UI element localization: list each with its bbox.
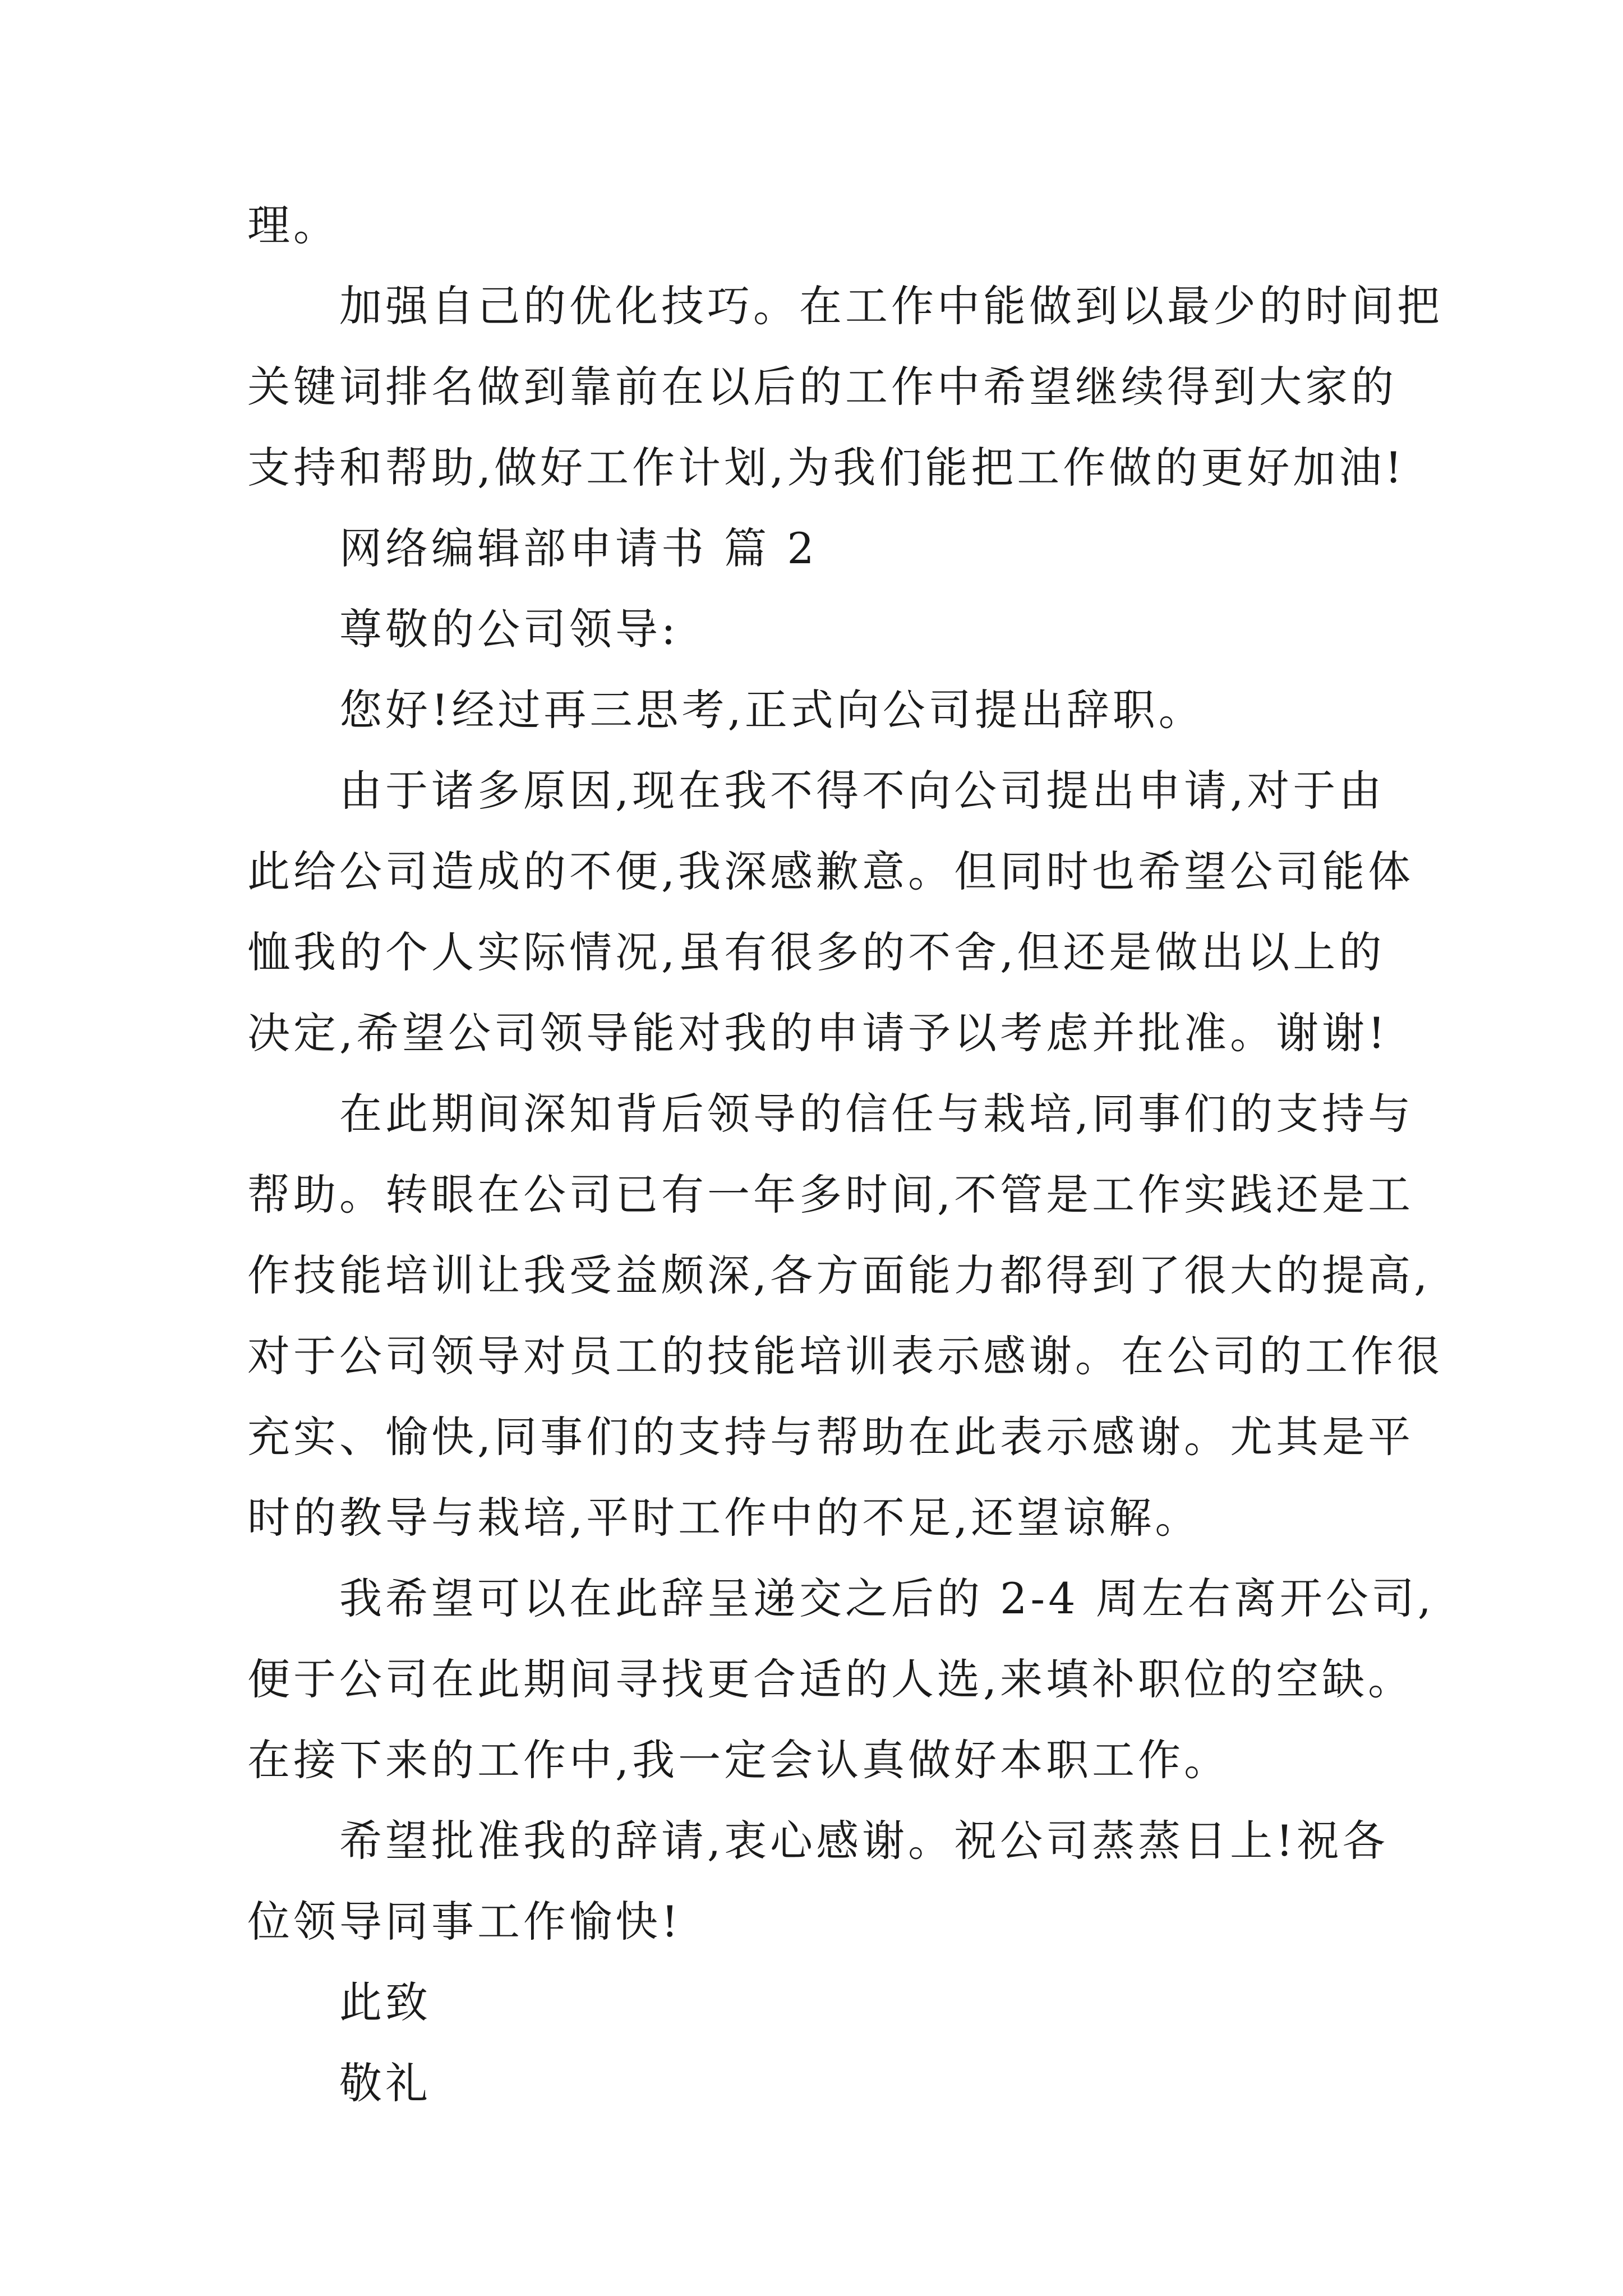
text-line: 您好!经过再三思考,正式向公司提出辞职。 (339, 685, 1205, 735)
text-line: 对于公司领导对员工的技能培训表示感谢。在公司的工作很 (247, 1331, 1443, 1381)
paragraph (247, 508, 1380, 589)
text-line: 决定,希望公司领导能对我的申请予以考虑并批准。谢谢! (247, 1008, 1389, 1058)
paragraph (247, 2043, 1380, 2124)
text-line: 网络编辑部申请书 篇 2 (339, 523, 818, 573)
text-line: 恤我的个人实际情况,虽有很多的不舍,但还是做出以上的 (247, 927, 1385, 977)
text-line: 时的教导与栽培,平时工作中的不足,还望谅解。 (247, 1493, 1201, 1543)
text-line: 帮助。转眼在公司已有一年多时间,不管是工作实践还是工 (247, 1170, 1414, 1220)
text-line: 在接下来的工作中,我一定会认真做好本职工作。 (247, 1735, 1230, 1785)
paragraph (247, 751, 1414, 1074)
text-line: 敬礼 (339, 2058, 431, 2108)
text-line: 我希望可以在此辞呈递交之后的 2-4 周左右离开公司, (339, 1573, 1435, 1623)
text-line: 便于公司在此期间寻找更合适的人选,来填补职位的空缺。 (247, 1654, 1414, 1704)
paragraph (247, 1801, 1389, 1962)
text-line: 在此期间深知背后领导的信任与栽培,同事们的支持与 (339, 1089, 1414, 1139)
paragraph (247, 1558, 1435, 1801)
paragraph (247, 266, 1443, 508)
paragraph (247, 1074, 1443, 1558)
text-line: 此给公司造成的不便,我深感歉意。但同时也希望公司能体 (247, 846, 1414, 896)
text-line: 位领导同事工作愉快! (247, 1897, 682, 1947)
text-line: 希望批准我的辞请,衷心感谢。祝公司蒸蒸日上!祝各 (339, 1816, 1389, 1866)
text-line: 由于诸多原因,现在我不得不向公司提出申请,对于由 (339, 766, 1385, 816)
document-body (247, 185, 1443, 2124)
text-line: 理。 (247, 200, 339, 250)
paragraph (247, 589, 1380, 670)
paragraph (247, 670, 1380, 751)
text-line: 充实、愉快,同事们的支持与帮助在此表示感谢。尤其是平 (247, 1412, 1414, 1462)
text-line: 作技能培训让我受益颇深,各方面能力都得到了很大的提高, (247, 1250, 1431, 1300)
text-line: 此致 (339, 1977, 431, 2027)
text-line: 支持和帮助,做好工作计划,为我们能把工作做的更好加油! (247, 443, 1405, 493)
text-line: 尊敬的公司领导: (339, 604, 679, 654)
text-line: 加强自己的优化技巧。在工作中能做到以最少的时间把 (339, 281, 1443, 331)
text-line: 关键词排名做到靠前在以后的工作中希望继续得到大家的 (247, 362, 1397, 412)
paragraph (247, 185, 1380, 266)
paragraph (247, 1962, 1380, 2043)
